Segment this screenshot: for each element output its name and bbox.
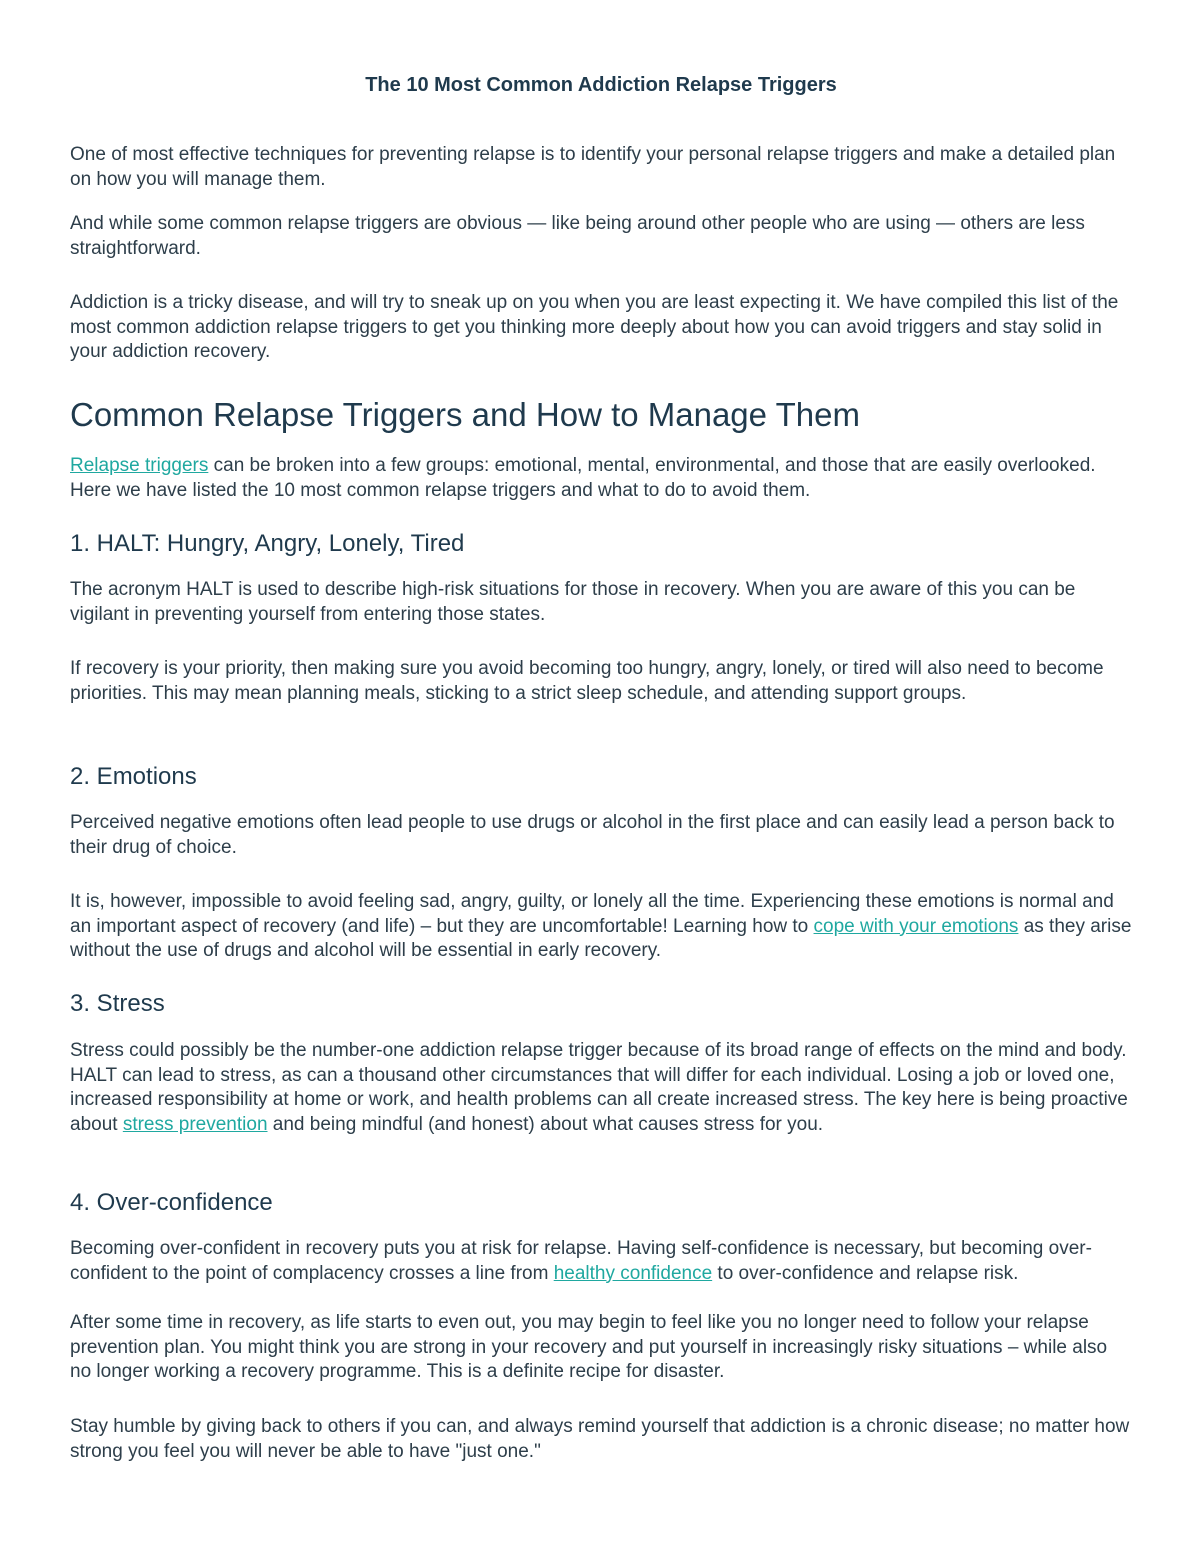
emotions-paragraph-1: Perceived negative emotions often lead people to use drugs or alcohol in the first place and can easily lead a person back to their drug of choice. [70,812,1115,858]
emotions-paragraph-2-text-a: It is, however, impossible to avoid feeling sad, angry, guilty, or lonely all the time. Experiencing these emotions is normal and an important aspect of recovery (and life) – but they are uncomfortable! Learning how to [70,891,1114,937]
section-heading-main: Common Relapse Triggers and How to Manage Them [70,396,860,433]
heading-halt: 1. HALT: Hungry, Angry, Lonely, Tired [70,530,465,557]
stress-paragraph [70,1039,1132,1137]
overconfidence-paragraph-1-text-a: Becoming over-confident in recovery puts you at risk for relapse. Having self-confidence is necessary, but becoming over-confident to the point of complacency crosses a line from [70,1238,1092,1284]
groups-paragraph-text: can be broken into a few groups: emotional, mental, environmental, and those that are easily overlooked. Here we have listed the 10 most common relapse triggers and what to do to avoid them. [70,455,1096,501]
stress-paragraph-text-b: and being mindful (and honest) about what causes stress for you. [267,1113,824,1135]
cope-with-emotions-link[interactable]: cope with your emotions [813,915,1019,937]
halt-paragraph-2: If recovery is your priority, then making sure you avoid becoming too hungry, angry, lonely, or tired will also need to become priorities. This may mean planning meals, sticking to a strict sleep schedule, and attending support groups. [70,658,1104,704]
document-title: The 10 Most Common Addiction Relapse Triggers [365,74,837,96]
heading-stress: 3. Stress [70,990,165,1017]
intro-paragraph-3: Addiction is a tricky disease, and will try to sneak up on you when you are least expecting it. We have compiled this list of the most common addiction relapse triggers to get you thinking more deeply about how you can avoid triggers and stay solid in your addiction recovery. [70,292,1119,363]
intro-paragraph-2: And while some common relapse triggers are obvious — like being around other people who are using — others are less straightforward. [70,213,1085,259]
intro-paragraph-1: One of most effective techniques for preventing relapse is to identify your personal relapse triggers and make a detailed plan on how you will manage them. [70,144,1116,190]
overconfidence-paragraph-1-text-b: to over-confidence and relapse risk. [712,1262,1019,1284]
overconfidence-paragraph-2: After some time in recovery, as life starts to even out, you may begin to feel like you no longer need to follow your relapse prevention plan. You might think you are strong in your recovery and put yourself in increasingly risky situations – while also no longer working a recovery programme. This is a definite recipe for disaster. [70,1312,1108,1383]
stress-prevention-link[interactable]: stress prevention [122,1113,268,1135]
overconfidence-paragraph-3: Stay humble by giving back to others if you can, and always remind yourself that addiction is a chronic disease; no matter how strong you feel you will never be able to have "just one." [70,1416,1130,1462]
emotions-paragraph-2-text-b: as they arise without the use of drugs and alcohol will be essential in early recovery. [70,915,1132,962]
healthy-confidence-link[interactable]: healthy confidence [553,1262,713,1284]
heading-overconfidence: 4. Over-confidence [70,1189,273,1216]
emotions-paragraph-2 [70,890,1132,964]
halt-paragraph-1: The acronym HALT is used to describe high-risk situations for those in recovery. When you are aware of this you can be vigilant in preventing yourself from entering those states. [70,579,1076,625]
heading-emotions: 2. Emotions [70,763,197,790]
stress-paragraph-text-a: Stress could possibly be the number-one addiction relapse trigger because of its broad range of effects on the mind and body. HALT can lead to stress, as can a thousand other circumstances that will differ for each individual. Losing a job or loved one, increased responsibility at home or work, and health problems can all create increased stress. The key here is being proactive about [70,1040,1128,1135]
overconfidence-paragraph-1 [70,1237,1132,1286]
groups-paragraph [70,454,1132,503]
relapse-triggers-link[interactable]: Relapse triggers [70,455,209,476]
